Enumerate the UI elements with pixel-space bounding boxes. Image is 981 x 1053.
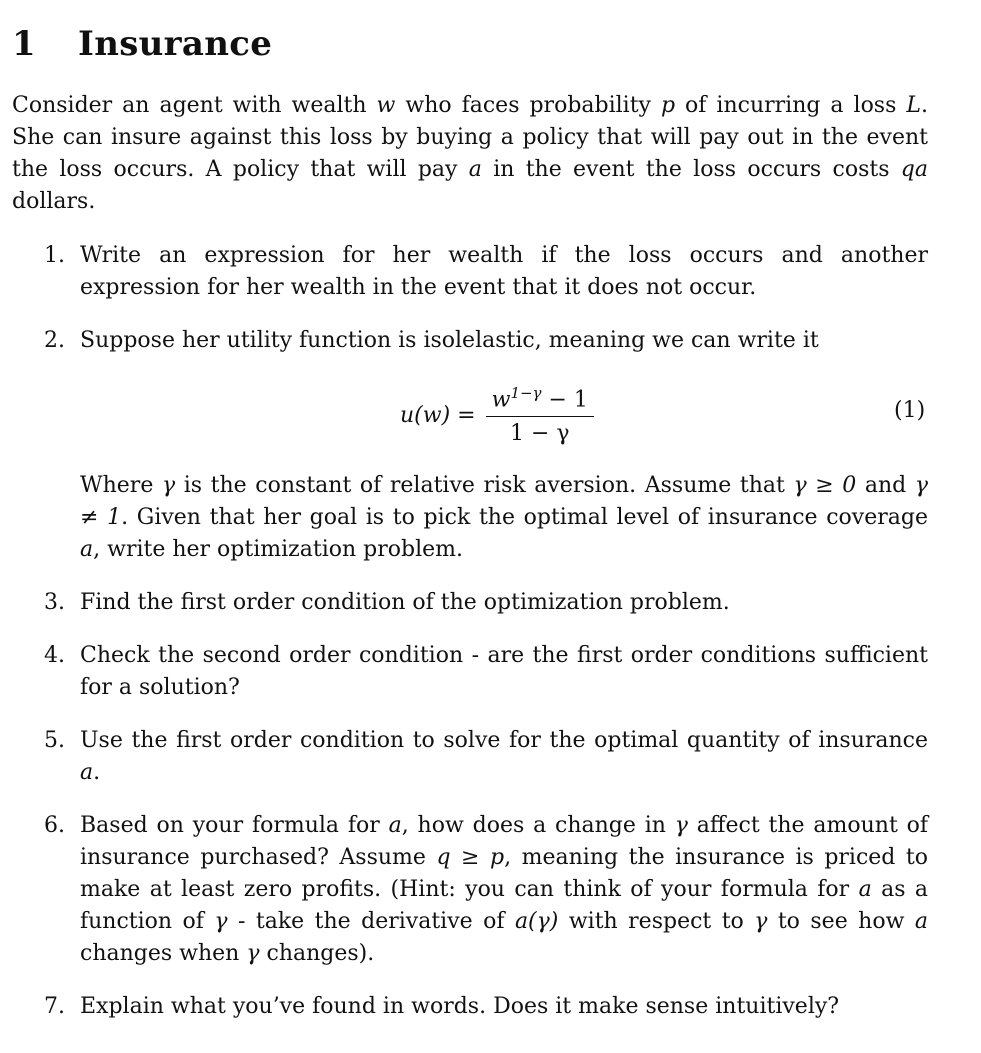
fraction-denominator: 1 − γ xyxy=(509,421,570,447)
list-number: 5. xyxy=(44,728,65,753)
math-var: a xyxy=(858,877,872,902)
math-var: γ xyxy=(161,473,176,498)
text: affect the amount of insurance purchased? Assume xyxy=(80,813,929,870)
list-item xyxy=(44,325,928,357)
list-number: 7. xyxy=(44,994,65,1019)
text: and xyxy=(856,473,915,498)
text: changes when xyxy=(80,941,247,966)
exponent: 1−γ xyxy=(510,383,542,402)
math-var: w xyxy=(491,387,511,413)
text: as a function of xyxy=(80,877,928,934)
numerator-tail: − 1 xyxy=(541,387,588,413)
section-title: Insurance xyxy=(78,24,273,64)
list-text xyxy=(80,470,928,566)
math-var: γ xyxy=(674,813,688,838)
text: , write her optimization problem. xyxy=(93,537,463,562)
math-var: γ xyxy=(214,909,228,934)
math-expr: a(γ) xyxy=(514,909,559,934)
math-var: a xyxy=(80,537,94,562)
intro-text: Consider an agent with wealth xyxy=(12,93,377,118)
math-var: w xyxy=(376,93,396,118)
text: with respect to xyxy=(558,909,755,934)
math-var: L xyxy=(906,93,921,118)
equation-number: (1) xyxy=(894,398,926,423)
intro-text: . She can insure against this loss by buying a policy that will pay out in the event the loss occurs. A policy that will pay xyxy=(12,93,928,182)
text: Based on your formula for xyxy=(80,813,389,838)
fraction-numerator xyxy=(486,384,594,417)
math-var: a xyxy=(388,813,402,838)
list-item xyxy=(44,640,928,704)
list-text: Check the second order condition - are the first order conditions sufficient for a solution? xyxy=(80,643,928,700)
text: to see how xyxy=(767,909,915,934)
math-var: qa xyxy=(900,157,928,182)
math-var: a xyxy=(468,157,482,182)
text: , how does a change in xyxy=(401,813,675,838)
intro-text: who faces probability xyxy=(395,93,661,118)
intro-text: dollars. xyxy=(12,189,96,214)
math-expr: γ ≥ 0 xyxy=(793,473,857,498)
section-number: 1 xyxy=(12,24,36,64)
list-text: Write an expression for her wealth if the loss occurs and another expression for her wealth in the event that it does not occur. xyxy=(80,243,928,300)
intro-text: in the event the loss occurs costs xyxy=(481,157,901,182)
section-heading xyxy=(12,24,272,64)
list-text xyxy=(80,725,928,789)
list-number: 2. xyxy=(44,328,65,353)
math-var: a xyxy=(914,909,928,934)
text: Where xyxy=(80,473,162,498)
list-number: 4. xyxy=(44,643,65,668)
math-var: p xyxy=(660,93,676,118)
text: changes). xyxy=(259,941,375,966)
list-item-continuation xyxy=(44,470,928,566)
list-text: Find the first order condition of the optimization problem. xyxy=(80,590,730,615)
intro-text: of incurring a loss xyxy=(675,93,907,118)
list-item xyxy=(44,810,928,970)
text: . Given that her goal is to pick the optimal level of insurance coverage xyxy=(121,505,928,530)
list-item xyxy=(44,587,928,619)
text: is the constant of relative risk aversion. Assume that xyxy=(175,473,794,498)
list-number: 1. xyxy=(44,243,65,268)
list-text: Suppose her utility function is isolelastic, meaning we can write it xyxy=(80,328,819,353)
list-item xyxy=(44,725,928,789)
math-var: γ xyxy=(754,909,768,934)
list-text xyxy=(80,810,928,970)
list-number: 6. xyxy=(44,813,65,838)
math-expr: q ≥ p xyxy=(436,845,505,870)
intro-paragraph xyxy=(12,90,928,218)
equation-fraction xyxy=(486,384,594,446)
text: Use the first order condition to solve for the optimal quantity of insurance xyxy=(80,728,928,753)
math-var: γ xyxy=(246,941,260,966)
text: . xyxy=(93,760,101,785)
list-number: 3. xyxy=(44,590,65,615)
list-text: Explain what you’ve found in words. Does it make sense intuitively? xyxy=(80,994,840,1019)
text: , meaning the insurance is priced to make at least zero profits. (Hint: you can think of your formula for xyxy=(80,845,928,902)
equation-lhs: u(w) = xyxy=(400,402,476,428)
utility-equation xyxy=(400,380,594,450)
math-expr: γ ≠ 1 xyxy=(80,473,928,530)
text: - take the derivative of xyxy=(227,909,515,934)
math-var: a xyxy=(80,760,94,785)
list-item xyxy=(44,991,928,1023)
list-item xyxy=(44,240,928,304)
